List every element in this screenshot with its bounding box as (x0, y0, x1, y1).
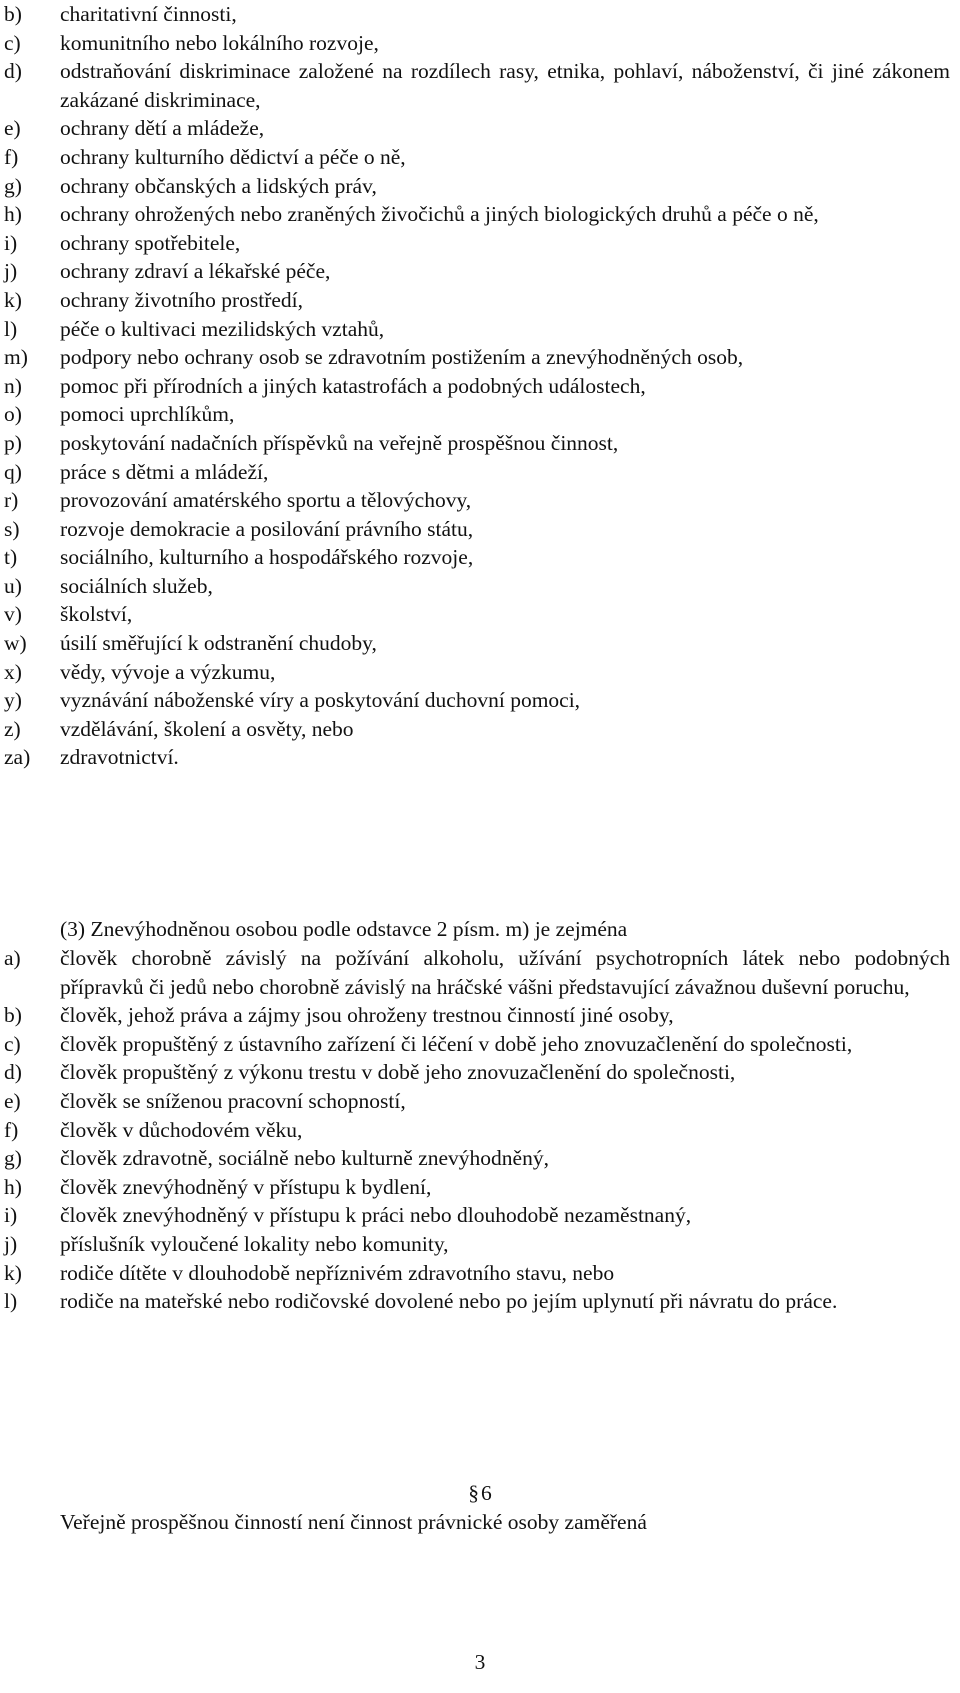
list-item (4, 1087, 954, 1116)
list-text: člověk znevýhodněný v přístupu k práci nebo dlouhodobě nezaměstnaný, (60, 1203, 692, 1228)
list-marker: g) (4, 1146, 22, 1171)
list-marker: l) (4, 1289, 18, 1314)
list-text: podpory nebo ochrany osob se zdravotním postižením a znevýhodněných osob, (60, 345, 744, 370)
list-text: příslušník vyloučené lokality nebo komunity, (60, 1231, 449, 1256)
list-text: člověk se sníženou pracovní schopností, (60, 1088, 406, 1113)
list-text: rodiče na mateřské nebo rodičovské dovolené nebo po jejím uplynutí při návratu do práce. (60, 1289, 838, 1314)
list-text: ochrany občanských a lidských práv, (60, 173, 377, 198)
list-item (4, 229, 954, 258)
list-text: pomoci uprchlíkům, (60, 402, 235, 427)
list-text: vědy, vývoje a výzkumu, (60, 659, 276, 684)
list-item (4, 1259, 954, 1288)
list-marker: e) (4, 116, 21, 141)
section-symbol: § (468, 1481, 479, 1505)
list-text: rozvoje demokracie a posilování právního státu, (60, 516, 474, 541)
list-item (4, 1287, 954, 1316)
list-item (4, 715, 954, 744)
list-text: rodiče dítěte v dlouhodobě nepříznivém zdravotního stavu, nebo (60, 1260, 615, 1285)
list-marker: w) (4, 631, 27, 656)
list-marker: a) (4, 946, 21, 970)
list-item (4, 286, 954, 315)
list-item (4, 429, 954, 458)
list-marker: c) (4, 30, 21, 55)
list-marker: r) (4, 488, 19, 513)
list-marker: k) (4, 287, 22, 312)
list-text: člověk zdravotně, sociálně nebo kulturně znevýhodněný, (60, 1146, 549, 1171)
list-text: ochrany dětí a mládeže, (60, 116, 265, 141)
list-item (4, 1001, 954, 1030)
list-text: ochrany spotřebitele, (60, 230, 241, 255)
list-item (4, 600, 954, 629)
list-text: ochrany ohrožených nebo zraněných živočichů a jiných biologických druhů a péče o ně, (60, 202, 819, 227)
list-marker: f) (4, 144, 19, 169)
list-item (4, 200, 954, 229)
list-text: člověk v důchodovém věku, (60, 1117, 303, 1142)
list-text: člověk propuštěný z ústavního zařízení či léčení v době jeho znovuzačlenění do společnosti, (60, 1031, 853, 1056)
list-text: ochrany životního prostředí, (60, 287, 304, 312)
list-item (4, 257, 954, 286)
list-marker: p) (4, 430, 22, 455)
disadvantaged-persons-list (4, 944, 954, 1316)
list-item (4, 1030, 954, 1059)
section-number (0, 1479, 960, 1508)
list-marker: j) (4, 1231, 18, 1256)
list-marker: h) (4, 1174, 22, 1199)
list-marker: f) (4, 1117, 19, 1142)
list-item (4, 944, 954, 1001)
list-item (4, 629, 954, 658)
list-marker: z) (4, 716, 21, 741)
list-text: ochrany zdraví a lékařské péče, (60, 259, 331, 284)
list-text: provozování amatérského sportu a tělovýchovy, (60, 488, 472, 513)
list-item (4, 515, 954, 544)
list-marker: m) (4, 345, 28, 370)
activities-list (4, 0, 954, 772)
list-text: péče o kultivaci mezilidských vztahů, (60, 316, 385, 341)
list-text: charitativní činnosti, (60, 2, 237, 26)
list-item (4, 372, 954, 401)
list-item (4, 172, 954, 201)
paragraph-3: (3) Znevýhodněnou osobou podle odstavce 2 písm. m) je zejména (60, 917, 628, 941)
list-marker: e) (4, 1088, 21, 1113)
list-text: komunitního nebo lokálního rozvoje, (60, 30, 379, 55)
list-item (4, 0, 954, 29)
list-item (4, 458, 954, 487)
list-marker: c) (4, 1031, 21, 1056)
list-marker: y) (4, 688, 22, 713)
list-marker: o) (4, 402, 22, 427)
list-marker: n) (4, 373, 22, 398)
list-item (4, 1230, 954, 1259)
list-text: člověk znevýhodněný v přístupu k bydlení, (60, 1174, 432, 1199)
list-item (4, 57, 954, 114)
list-text: poskytování nadačních příspěvků na veřejně prospěšnou činnost, (60, 430, 619, 455)
list-item (4, 343, 954, 372)
list-item (4, 1201, 954, 1230)
list-text: pomoc při přírodních a jiných katastrofách a podobných událostech, (60, 373, 646, 398)
list-marker: d) (4, 59, 22, 84)
list-marker: t) (4, 545, 18, 570)
list-marker: i) (4, 1203, 18, 1228)
list-marker: i) (4, 230, 18, 255)
list-marker: b) (4, 2, 22, 26)
list-text: zdravotnictví. (60, 745, 179, 770)
list-text: sociálních služeb, (60, 573, 213, 598)
section-number-value: 6 (481, 1481, 492, 1505)
list-text: sociálního, kulturního a hospodářského rozvoje, (60, 545, 474, 570)
list-text: úsilí směřující k odstranění chudoby, (60, 631, 377, 656)
list-marker: j) (4, 259, 18, 284)
list-item (4, 114, 954, 143)
list-item (4, 1058, 954, 1087)
list-item (4, 400, 954, 429)
list-item (4, 743, 954, 772)
list-marker: g) (4, 173, 22, 198)
list-marker: d) (4, 1060, 22, 1085)
section-heading: Veřejně prospěšnou činností není činnost právnické osoby zaměřená (60, 1510, 647, 1534)
list-text: člověk, jehož práva a zájmy jsou ohroženy trestnou činností jiné osoby, (60, 1003, 674, 1028)
list-text: práce s dětmi a mládeží, (60, 459, 269, 484)
list-text: vyznávání náboženské víry a poskytování duchovní pomoci, (60, 688, 581, 713)
list-item (4, 1116, 954, 1145)
list-item (4, 143, 954, 172)
list-marker: b) (4, 1003, 22, 1028)
list-marker: h) (4, 202, 22, 227)
list-marker: u) (4, 573, 22, 598)
page-number: 3 (474, 1650, 486, 1674)
list-text: ochrany kulturního dědictví a péče o ně, (60, 144, 406, 169)
list-item (4, 1173, 954, 1202)
list-marker: s) (4, 516, 20, 541)
list-text: vzdělávání, školení a osvěty, nebo (60, 716, 354, 741)
list-item (4, 543, 954, 572)
list-marker: v) (4, 602, 22, 627)
list-marker: x) (4, 659, 22, 684)
list-text: školství, (60, 602, 133, 627)
list-item (4, 29, 954, 58)
list-marker: q) (4, 459, 22, 484)
list-text: odstraňování diskriminace založené na rozdílech rasy, etnika, pohlaví, náboženství, či jiné zákonem zakázané diskriminace, (60, 59, 950, 112)
list-item (4, 658, 954, 687)
list-item (4, 1144, 954, 1173)
list-marker: l) (4, 316, 18, 341)
list-marker: k) (4, 1260, 22, 1285)
list-item (4, 686, 954, 715)
list-item (4, 572, 954, 601)
list-text: člověk chorobně závislý na požívání alkoholu, užívání psychotropních látek nebo podobných přípravků či jedů nebo chorobně závislý na hráčské vášni představující závažnou duševní poruchu, (60, 946, 950, 999)
list-text: člověk propuštěný z výkonu trestu v době jeho znovuzačlenění do společnosti, (60, 1060, 736, 1085)
list-marker: za) (4, 745, 31, 770)
list-item (4, 486, 954, 515)
list-item (4, 315, 954, 344)
